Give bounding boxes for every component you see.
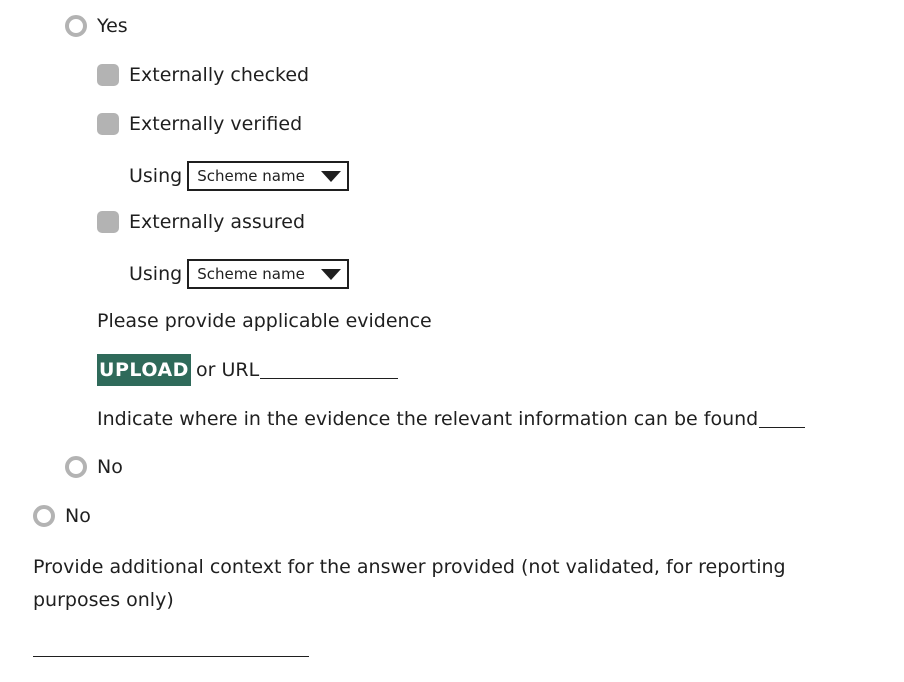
- no-outer-radio[interactable]: [33, 505, 55, 527]
- yes-label: Yes: [97, 15, 128, 37]
- assured-scheme-row: [129, 259, 349, 289]
- caret-down-icon: [321, 171, 341, 182]
- url-label: or URL: [196, 359, 260, 381]
- upload-row: [97, 354, 398, 386]
- no-outer-label: No: [65, 505, 91, 527]
- location-prompt: Indicate where in the evidence the relevant information can be found: [97, 408, 759, 430]
- context-prompt: Provide additional context for the answer provided (not validated, for reporting purposes only): [33, 556, 786, 611]
- assured-using-label: Using: [129, 263, 183, 285]
- verified-using-label: Using: [129, 165, 183, 187]
- externally-verified-checkbox[interactable]: [97, 113, 119, 135]
- yes-radio[interactable]: [65, 15, 87, 37]
- verified-scheme-value: Scheme name: [197, 167, 305, 185]
- caret-down-icon: [321, 269, 341, 280]
- evidence-prompt: Please provide applicable evidence: [97, 310, 432, 332]
- externally-assured-checkbox[interactable]: [97, 211, 119, 233]
- location-input[interactable]: [759, 411, 805, 428]
- externally-checked-checkbox[interactable]: [97, 64, 119, 86]
- context-input[interactable]: [33, 656, 309, 657]
- verified-scheme-select[interactable]: [187, 161, 349, 191]
- assured-scheme-value: Scheme name: [197, 265, 305, 283]
- upload-button[interactable]: UPLOAD: [97, 354, 191, 386]
- externally-checked-option[interactable]: [97, 61, 309, 89]
- option-no-outer[interactable]: [33, 502, 91, 530]
- url-input[interactable]: [260, 362, 398, 379]
- location-prompt-row: [97, 405, 805, 433]
- externally-verified-label: Externally verified: [129, 113, 303, 135]
- externally-checked-label: Externally checked: [129, 64, 310, 86]
- assured-scheme-select[interactable]: [187, 259, 349, 289]
- externally-assured-label: Externally assured: [129, 211, 306, 233]
- externally-assured-option[interactable]: [97, 208, 305, 236]
- evidence-prompt-row: [97, 307, 432, 335]
- no-inner-label: No: [97, 456, 123, 478]
- verified-scheme-row: [129, 161, 349, 191]
- option-no-inner[interactable]: [65, 453, 123, 481]
- no-inner-radio[interactable]: [65, 456, 87, 478]
- option-yes[interactable]: [65, 12, 128, 40]
- externally-verified-option[interactable]: [97, 110, 302, 138]
